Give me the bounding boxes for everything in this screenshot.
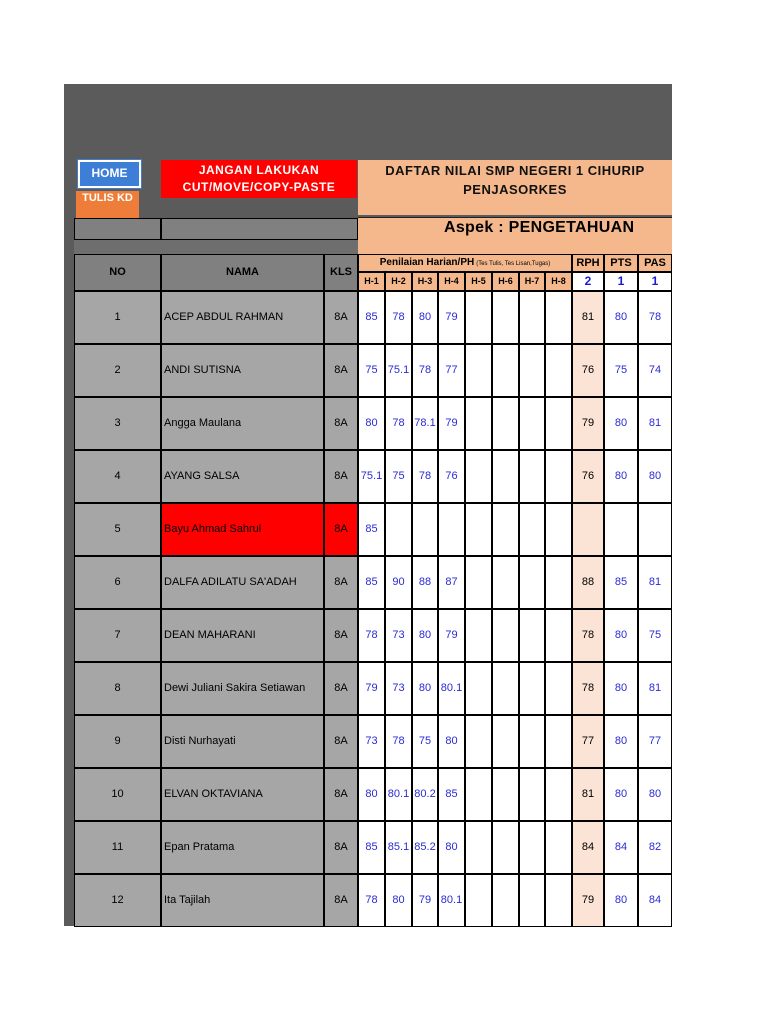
score-rph: 84 <box>572 821 604 874</box>
score-h3[interactable]: 75 <box>412 715 438 768</box>
score-h3[interactable]: 78 <box>412 450 438 503</box>
score-h7[interactable] <box>519 556 545 609</box>
ph-group-label: Penilaian Harian/PH <box>379 257 475 268</box>
header-kls: KLS <box>324 254 358 291</box>
row-no: 6 <box>74 556 161 609</box>
score-h4[interactable] <box>438 503 465 556</box>
score-h4[interactable]: 80.1 <box>438 662 465 715</box>
score-h7[interactable] <box>519 344 545 397</box>
score-h6[interactable] <box>492 821 519 874</box>
score-h2[interactable]: 75.1 <box>385 344 412 397</box>
score-h6[interactable] <box>492 768 519 821</box>
score-h1[interactable]: 85 <box>358 503 385 556</box>
score-h5[interactable] <box>465 609 492 662</box>
score-h5[interactable] <box>465 715 492 768</box>
score-h4[interactable]: 79 <box>438 291 465 344</box>
score-h8[interactable] <box>545 768 572 821</box>
row-kls: 8A <box>324 291 358 344</box>
row-kls: 8A <box>324 503 358 556</box>
score-h5[interactable] <box>465 556 492 609</box>
row-no: 1 <box>74 291 161 344</box>
score-h1[interactable]: 79 <box>358 662 385 715</box>
home-button[interactable]: HOME <box>78 160 141 188</box>
row-kls: 8A <box>324 662 358 715</box>
row-nama[interactable]: Dewi Juliani Sakira Setiawan <box>161 662 324 715</box>
header-h4: H-4 <box>438 272 465 291</box>
score-rph: 81 <box>572 768 604 821</box>
spacer-cell <box>161 218 358 240</box>
score-h3[interactable]: 78 <box>412 344 438 397</box>
score-h1[interactable]: 80 <box>358 768 385 821</box>
score-h4[interactable]: 80 <box>438 715 465 768</box>
score-pas[interactable]: 81 <box>638 556 672 609</box>
row-kls: 8A <box>324 821 358 874</box>
score-h8[interactable] <box>545 556 572 609</box>
score-h7[interactable] <box>519 768 545 821</box>
weight-rph: 2 <box>572 272 604 291</box>
header-h3: H-3 <box>412 272 438 291</box>
score-h7[interactable] <box>519 715 545 768</box>
header-h5: H-5 <box>465 272 492 291</box>
header-pas: PAS <box>638 254 672 272</box>
score-h7[interactable] <box>519 397 545 450</box>
score-h2[interactable]: 75 <box>385 450 412 503</box>
header-no: NO <box>74 254 161 291</box>
score-h1[interactable]: 78 <box>358 874 385 927</box>
score-h6[interactable] <box>492 503 519 556</box>
score-h3[interactable] <box>412 503 438 556</box>
score-pas[interactable]: 82 <box>638 821 672 874</box>
score-rph: 78 <box>572 609 604 662</box>
header-h8: H-8 <box>545 272 572 291</box>
score-h2[interactable]: 85.1 <box>385 821 412 874</box>
header-h6: H-6 <box>492 272 519 291</box>
spacer-cell <box>74 218 161 240</box>
score-pas[interactable] <box>638 503 672 556</box>
score-h6[interactable] <box>492 291 519 344</box>
score-h7[interactable] <box>519 450 545 503</box>
score-h1[interactable]: 73 <box>358 715 385 768</box>
header-nama: NAMA <box>161 254 324 291</box>
score-h2[interactable]: 78 <box>385 715 412 768</box>
row-nama[interactable]: ELVAN OKTAVIANA <box>161 768 324 821</box>
score-h8[interactable] <box>545 344 572 397</box>
row-no: 3 <box>74 397 161 450</box>
score-h4[interactable]: 85 <box>438 768 465 821</box>
score-h6[interactable] <box>492 397 519 450</box>
score-h2[interactable]: 80.1 <box>385 768 412 821</box>
score-rph: 79 <box>572 397 604 450</box>
row-nama[interactable]: AYANG SALSA <box>161 450 324 503</box>
row-kls: 8A <box>324 450 358 503</box>
score-h4[interactable]: 79 <box>438 609 465 662</box>
score-pas[interactable]: 81 <box>638 662 672 715</box>
row-nama[interactable]: Ita Tajilah <box>161 874 324 927</box>
score-h6[interactable] <box>492 450 519 503</box>
score-h1[interactable]: 80 <box>358 397 385 450</box>
row-kls: 8A <box>324 344 358 397</box>
score-pts[interactable]: 80 <box>604 874 638 927</box>
header-rph: RPH <box>572 254 604 272</box>
score-h7[interactable] <box>519 503 545 556</box>
row-no: 2 <box>74 344 161 397</box>
score-rph <box>572 503 604 556</box>
row-kls: 8A <box>324 874 358 927</box>
score-h2[interactable] <box>385 503 412 556</box>
score-pts[interactable]: 75 <box>604 344 638 397</box>
tulis-kd-button[interactable]: TULIS KD <box>76 191 139 218</box>
score-h7[interactable] <box>519 662 545 715</box>
score-pas[interactable]: 78 <box>638 291 672 344</box>
score-rph: 77 <box>572 715 604 768</box>
score-h4[interactable]: 77 <box>438 344 465 397</box>
row-nama[interactable]: ACEP ABDUL RAHMAN <box>161 291 324 344</box>
title-line-2: PENJASORKES <box>463 182 567 197</box>
score-h1[interactable]: 85 <box>358 821 385 874</box>
score-h8[interactable] <box>545 662 572 715</box>
score-h1[interactable]: 85 <box>358 556 385 609</box>
score-pts[interactable]: 80 <box>604 662 638 715</box>
score-rph: 81 <box>572 291 604 344</box>
score-h4[interactable]: 80.1 <box>438 874 465 927</box>
score-h6[interactable] <box>492 662 519 715</box>
score-rph: 78 <box>572 662 604 715</box>
score-pts[interactable]: 80 <box>604 291 638 344</box>
score-h2[interactable]: 80 <box>385 874 412 927</box>
row-nama[interactable]: DEAN MAHARANI <box>161 609 324 662</box>
score-h3[interactable]: 80 <box>412 662 438 715</box>
header-h2: H-2 <box>385 272 412 291</box>
score-h7[interactable] <box>519 291 545 344</box>
header-pts: PTS <box>604 254 638 272</box>
score-pas[interactable]: 74 <box>638 344 672 397</box>
ph-group-note: (Tes Tulis, Tes Lisan,Tugas) <box>476 261 551 267</box>
row-no: 7 <box>74 609 161 662</box>
score-h5[interactable] <box>465 397 492 450</box>
score-h2[interactable]: 73 <box>385 609 412 662</box>
score-h7[interactable] <box>519 874 545 927</box>
score-h6[interactable] <box>492 715 519 768</box>
row-kls: 8A <box>324 609 358 662</box>
header-h1: H-1 <box>358 272 385 291</box>
spacer-strip <box>74 240 358 254</box>
score-h5[interactable] <box>465 662 492 715</box>
score-pts[interactable]: 80 <box>604 715 638 768</box>
score-pas[interactable]: 80 <box>638 768 672 821</box>
score-h5[interactable] <box>465 503 492 556</box>
score-pas[interactable]: 84 <box>638 874 672 927</box>
score-h4[interactable]: 80 <box>438 821 465 874</box>
header-ph-group <box>358 254 572 272</box>
weight-pas: 1 <box>638 272 672 291</box>
score-h1[interactable]: 85 <box>358 291 385 344</box>
score-h6[interactable] <box>492 874 519 927</box>
header-h7: H-7 <box>519 272 545 291</box>
score-pts[interactable] <box>604 503 638 556</box>
score-h3[interactable]: 78.1 <box>412 397 438 450</box>
row-nama[interactable]: Bayu Ahmad Sahrul <box>161 503 324 556</box>
title-line-1: DAFTAR NILAI SMP NEGERI 1 CIHURIP <box>385 163 645 178</box>
row-no: 12 <box>74 874 161 927</box>
score-pas[interactable]: 81 <box>638 397 672 450</box>
score-h6[interactable] <box>492 556 519 609</box>
score-h3[interactable]: 80 <box>412 609 438 662</box>
score-h5[interactable] <box>465 291 492 344</box>
score-pts[interactable]: 84 <box>604 821 638 874</box>
score-rph: 88 <box>572 556 604 609</box>
row-nama[interactable]: Epan Pratama <box>161 821 324 874</box>
score-h3[interactable]: 80 <box>412 291 438 344</box>
score-h7[interactable] <box>519 609 545 662</box>
row-kls: 8A <box>324 715 358 768</box>
score-h8[interactable] <box>545 503 572 556</box>
row-no: 5 <box>74 503 161 556</box>
score-h4[interactable]: 79 <box>438 397 465 450</box>
score-h5[interactable] <box>465 450 492 503</box>
score-rph: 76 <box>572 450 604 503</box>
row-kls: 8A <box>324 397 358 450</box>
score-rph: 79 <box>572 874 604 927</box>
score-h2[interactable]: 73 <box>385 662 412 715</box>
row-no: 4 <box>74 450 161 503</box>
page-title <box>358 160 672 215</box>
score-h7[interactable] <box>519 821 545 874</box>
score-h8[interactable] <box>545 874 572 927</box>
row-kls: 8A <box>324 556 358 609</box>
score-rph: 76 <box>572 344 604 397</box>
score-h1[interactable]: 78 <box>358 609 385 662</box>
score-h2[interactable]: 78 <box>385 291 412 344</box>
row-nama[interactable]: Disti Nurhayati <box>161 715 324 768</box>
score-h4[interactable]: 87 <box>438 556 465 609</box>
score-h6[interactable] <box>492 609 519 662</box>
score-pas[interactable]: 77 <box>638 715 672 768</box>
score-h8[interactable] <box>545 291 572 344</box>
score-h8[interactable] <box>545 609 572 662</box>
score-pts[interactable]: 85 <box>604 556 638 609</box>
score-h5[interactable] <box>465 821 492 874</box>
score-pas[interactable]: 80 <box>638 450 672 503</box>
score-h3[interactable]: 88 <box>412 556 438 609</box>
score-h5[interactable] <box>465 874 492 927</box>
row-no: 9 <box>74 715 161 768</box>
score-h3[interactable]: 79 <box>412 874 438 927</box>
score-pts[interactable]: 80 <box>604 397 638 450</box>
score-pts[interactable]: 80 <box>604 450 638 503</box>
row-nama[interactable]: ANDI SUTISNA <box>161 344 324 397</box>
score-h3[interactable]: 80.2 <box>412 768 438 821</box>
score-h8[interactable] <box>545 397 572 450</box>
aspek-label: Aspek : PENGETAHUAN <box>444 219 635 236</box>
row-no: 8 <box>74 662 161 715</box>
warning-banner: JANGAN LAKUKAN CUT/MOVE/COPY-PASTE <box>161 160 357 198</box>
score-h5[interactable] <box>465 344 492 397</box>
score-h6[interactable] <box>492 344 519 397</box>
spacer-strip <box>358 240 672 254</box>
score-h5[interactable] <box>465 768 492 821</box>
score-pts[interactable]: 80 <box>604 768 638 821</box>
score-h4[interactable]: 76 <box>438 450 465 503</box>
score-h2[interactable]: 78 <box>385 397 412 450</box>
score-h1[interactable]: 75 <box>358 344 385 397</box>
weight-pts: 1 <box>604 272 638 291</box>
score-h8[interactable] <box>545 715 572 768</box>
row-no: 11 <box>74 821 161 874</box>
row-no: 10 <box>74 768 161 821</box>
score-pts[interactable]: 80 <box>604 609 638 662</box>
row-nama[interactable]: Angga Maulana <box>161 397 324 450</box>
score-pas[interactable]: 75 <box>638 609 672 662</box>
score-h8[interactable] <box>545 821 572 874</box>
score-h1[interactable]: 75.1 <box>358 450 385 503</box>
row-nama[interactable]: DALFA ADILATU SA'ADAH <box>161 556 324 609</box>
score-h2[interactable]: 90 <box>385 556 412 609</box>
row-kls: 8A <box>324 768 358 821</box>
score-h3[interactable]: 85.2 <box>412 821 438 874</box>
score-h8[interactable] <box>545 450 572 503</box>
